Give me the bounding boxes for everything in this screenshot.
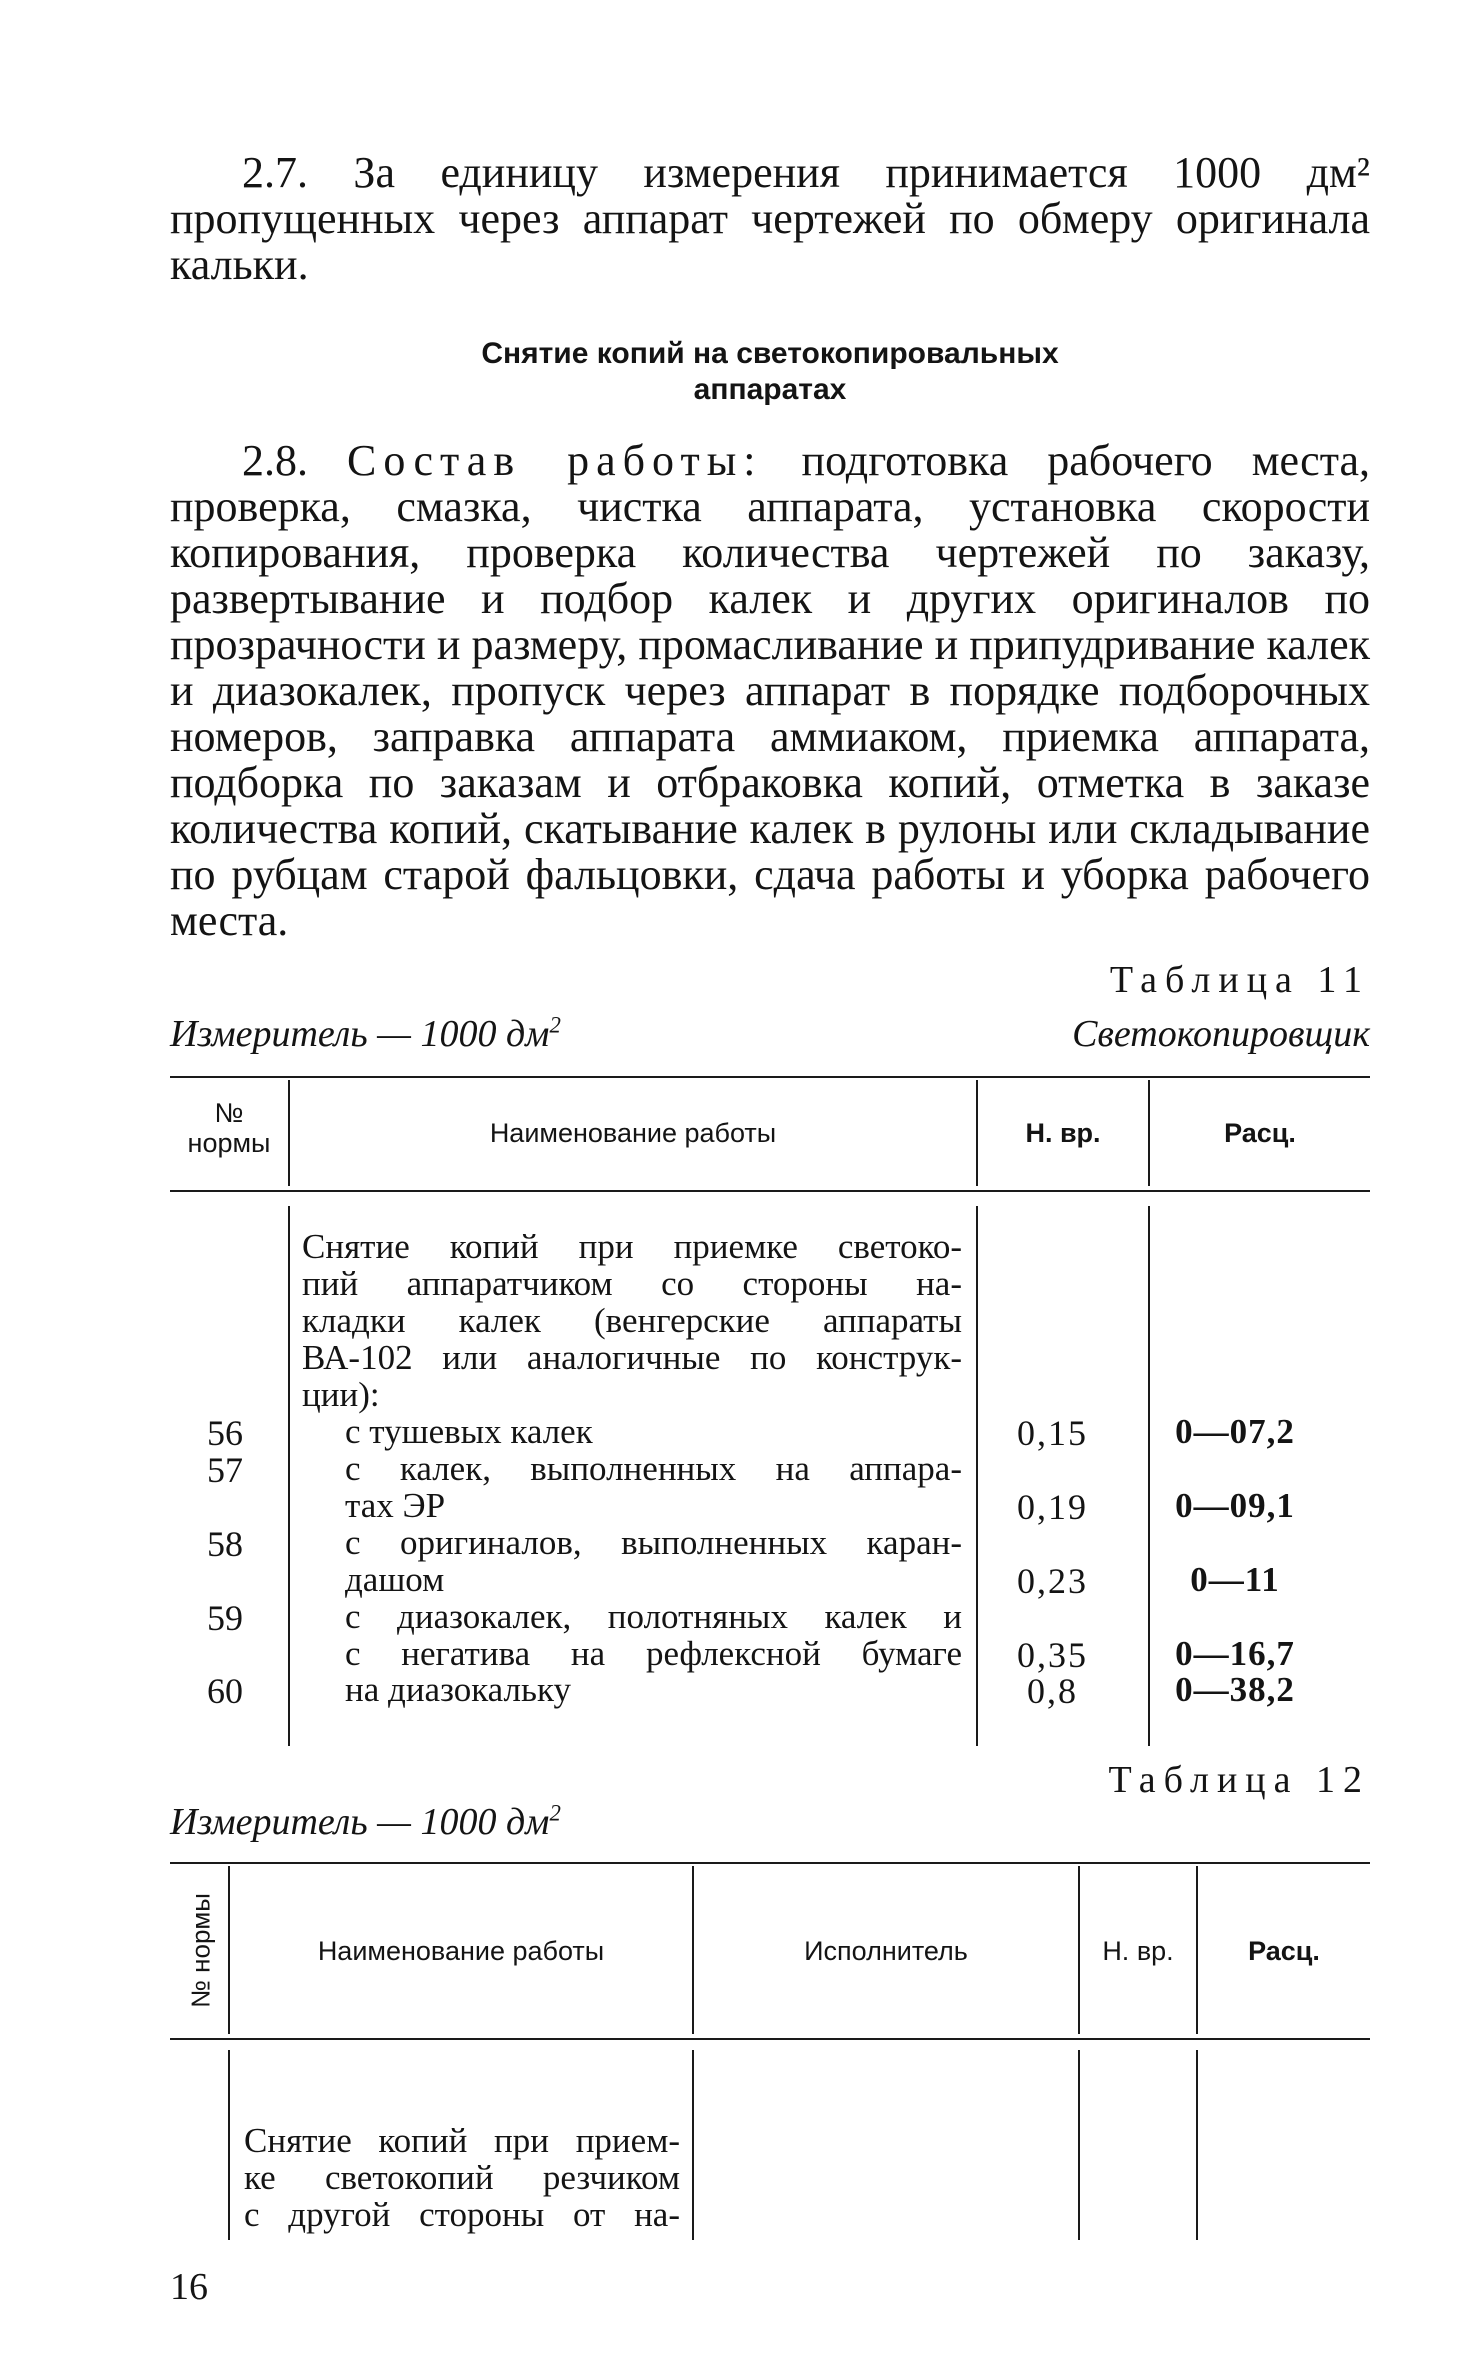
table-12-intro-line-2: ке светокопий резчиком [244,2158,680,2197]
table-12-header-rule [170,2038,1370,2040]
table-11-header-rule [170,1190,1370,1192]
paragraph-2-8-text: подготовка рабочего места, проверка, смазка, чистка аппарата, установка скорости копирования, проверка количества чертежей по заказу, развертывание и подбор калек и других оригиналов по прозрачности и размеру, промасливание и припудривание калек и диазокалек, пропуск через аппарат в порядке подборочных номеров, заправка аппарата аммиаком, приемка аппарата, подборка по заказам и отбраковка копий, отметка в заказе количества копий, скатывание калек в рулоны или складывание по рубцам старой фальцовки, сдача работы и уборка рабочего места. [170,436,1370,945]
table-11-norm-60: 60 [207,1671,243,1711]
section-heading-line-1: Снятие копий на светокопировальных [481,337,1059,370]
table-11-row-57-line-1: с калек, выполненных на аппара- [345,1449,962,1488]
table-12-label: Таблица 12 [1108,1759,1370,1801]
table-12-intro-line-1: Снятие копий при прием- [244,2121,680,2160]
page-number: 16 [170,2266,208,2308]
table-12-header-work: Наименование работы [317,1936,605,1966]
table-11-header-norm-line-2: нормы [187,1128,271,1158]
table-12-body-divider-4 [1196,2050,1198,2240]
table-12-top-rule [170,1862,1370,1864]
table-11-time-58: 0,23 [1017,1561,1088,1601]
table-12-intro-line-3: с другой стороны от на- [244,2195,680,2234]
table-12-meter-sup: 2 [549,1800,561,1826]
table-11-body-divider-2 [976,1206,978,1746]
table-12-header-executor: Исполнитель [804,1936,968,1966]
table-11-rate-57: 0—09,1 [1175,1486,1295,1525]
table-11-header-norm-line-1: № [214,1098,244,1128]
paragraph-2-8 [170,438,1370,944]
table-11-time-59: 0,35 [1017,1635,1088,1675]
section-heading [170,336,1370,408]
table-12-body-divider-3 [1078,2050,1080,2240]
table-11-time-57: 0,19 [1017,1487,1088,1527]
table-11-meter-text: Измеритель — 1000 дм [170,1013,550,1055]
table-11-norm-59: 59 [207,1598,243,1638]
table-11-intro-line-4: ВА-102 или аналогичные по конструк- [302,1338,962,1377]
table-11-norm-57: 57 [207,1450,243,1490]
table-11-row-60-line-1: на диазокальку [345,1670,571,1709]
table-11-row-59-line-1: с диазокалек, полотняных калек и [345,1597,962,1636]
table-11-body-divider-1 [288,1206,290,1746]
paragraph-2-8-title: Состав работы: [347,436,763,485]
table-11-rate-59: 0—16,7 [1175,1634,1295,1673]
section-heading-line-2: аппаратах [693,373,847,406]
table-11-rate-60: 0—38,2 [1175,1670,1295,1709]
table-12-meter [170,1800,561,1844]
table-12-body-divider-1 [228,2050,230,2240]
table-12-body-divider-2 [692,2050,694,2240]
table-11-intro-line-1: Снятие копий при приемке светоко- [302,1227,962,1266]
table-11-header-work: Наименование работы [489,1118,777,1148]
table-11-norm-58: 58 [207,1524,243,1564]
table-11-intro-line-3: кладки калек (венгерские аппараты [302,1301,962,1340]
table-11-meter-sup: 2 [549,1012,561,1038]
table-11-row-58-line-1: с оригиналов, выполненных каран- [345,1523,962,1562]
table-11-time-60: 0,8 [1027,1671,1078,1711]
table-11-meter [170,1012,561,1056]
paragraph-2-8-number: 2.8. [242,436,308,485]
table-11-header-time: Н. вр. [1025,1118,1101,1148]
table-12-meter-text: Измеритель — 1000 дм [170,1801,550,1843]
table-11-intro-line-2: пий аппаратчиком со стороны на- [302,1264,962,1303]
table-12-header-norm: № нормы [185,1893,216,2008]
table-11-header-norm [170,1098,288,1158]
table-11-label: Таблица 11 [1109,959,1370,1001]
table-11-row-58-line-2: дашом [345,1560,445,1599]
table-11-header-rate: Расц. [1224,1118,1296,1148]
table-11-intro-line-5: ции): [302,1375,380,1414]
table-11-norm-56: 56 [207,1413,243,1453]
table-12-header-rate: Расц. [1248,1936,1320,1966]
table-11-rate-58: 0—11 [1190,1560,1280,1599]
table-11-row-59-line-2: с негатива на рефлексной бумаге [345,1634,962,1673]
table-11-rate-56: 0—07,2 [1175,1412,1295,1451]
table-11-worker: Светокопировщик [1072,1013,1370,1055]
table-11-row-57-line-2: тах ЭР [345,1486,446,1525]
table-12-header-time: Н. вр. [1102,1936,1174,1966]
table-11-row-56-line-1: с тушевых калек [345,1412,593,1451]
table-11-time-56: 0,15 [1017,1413,1088,1453]
table-11-top-rule [170,1076,1370,1078]
paragraph-2-7: 2.7. За единицу измерения принимается 1000 дм² пропущенных через аппарат чертежей по обмеру оригинала кальки. [170,148,1370,289]
